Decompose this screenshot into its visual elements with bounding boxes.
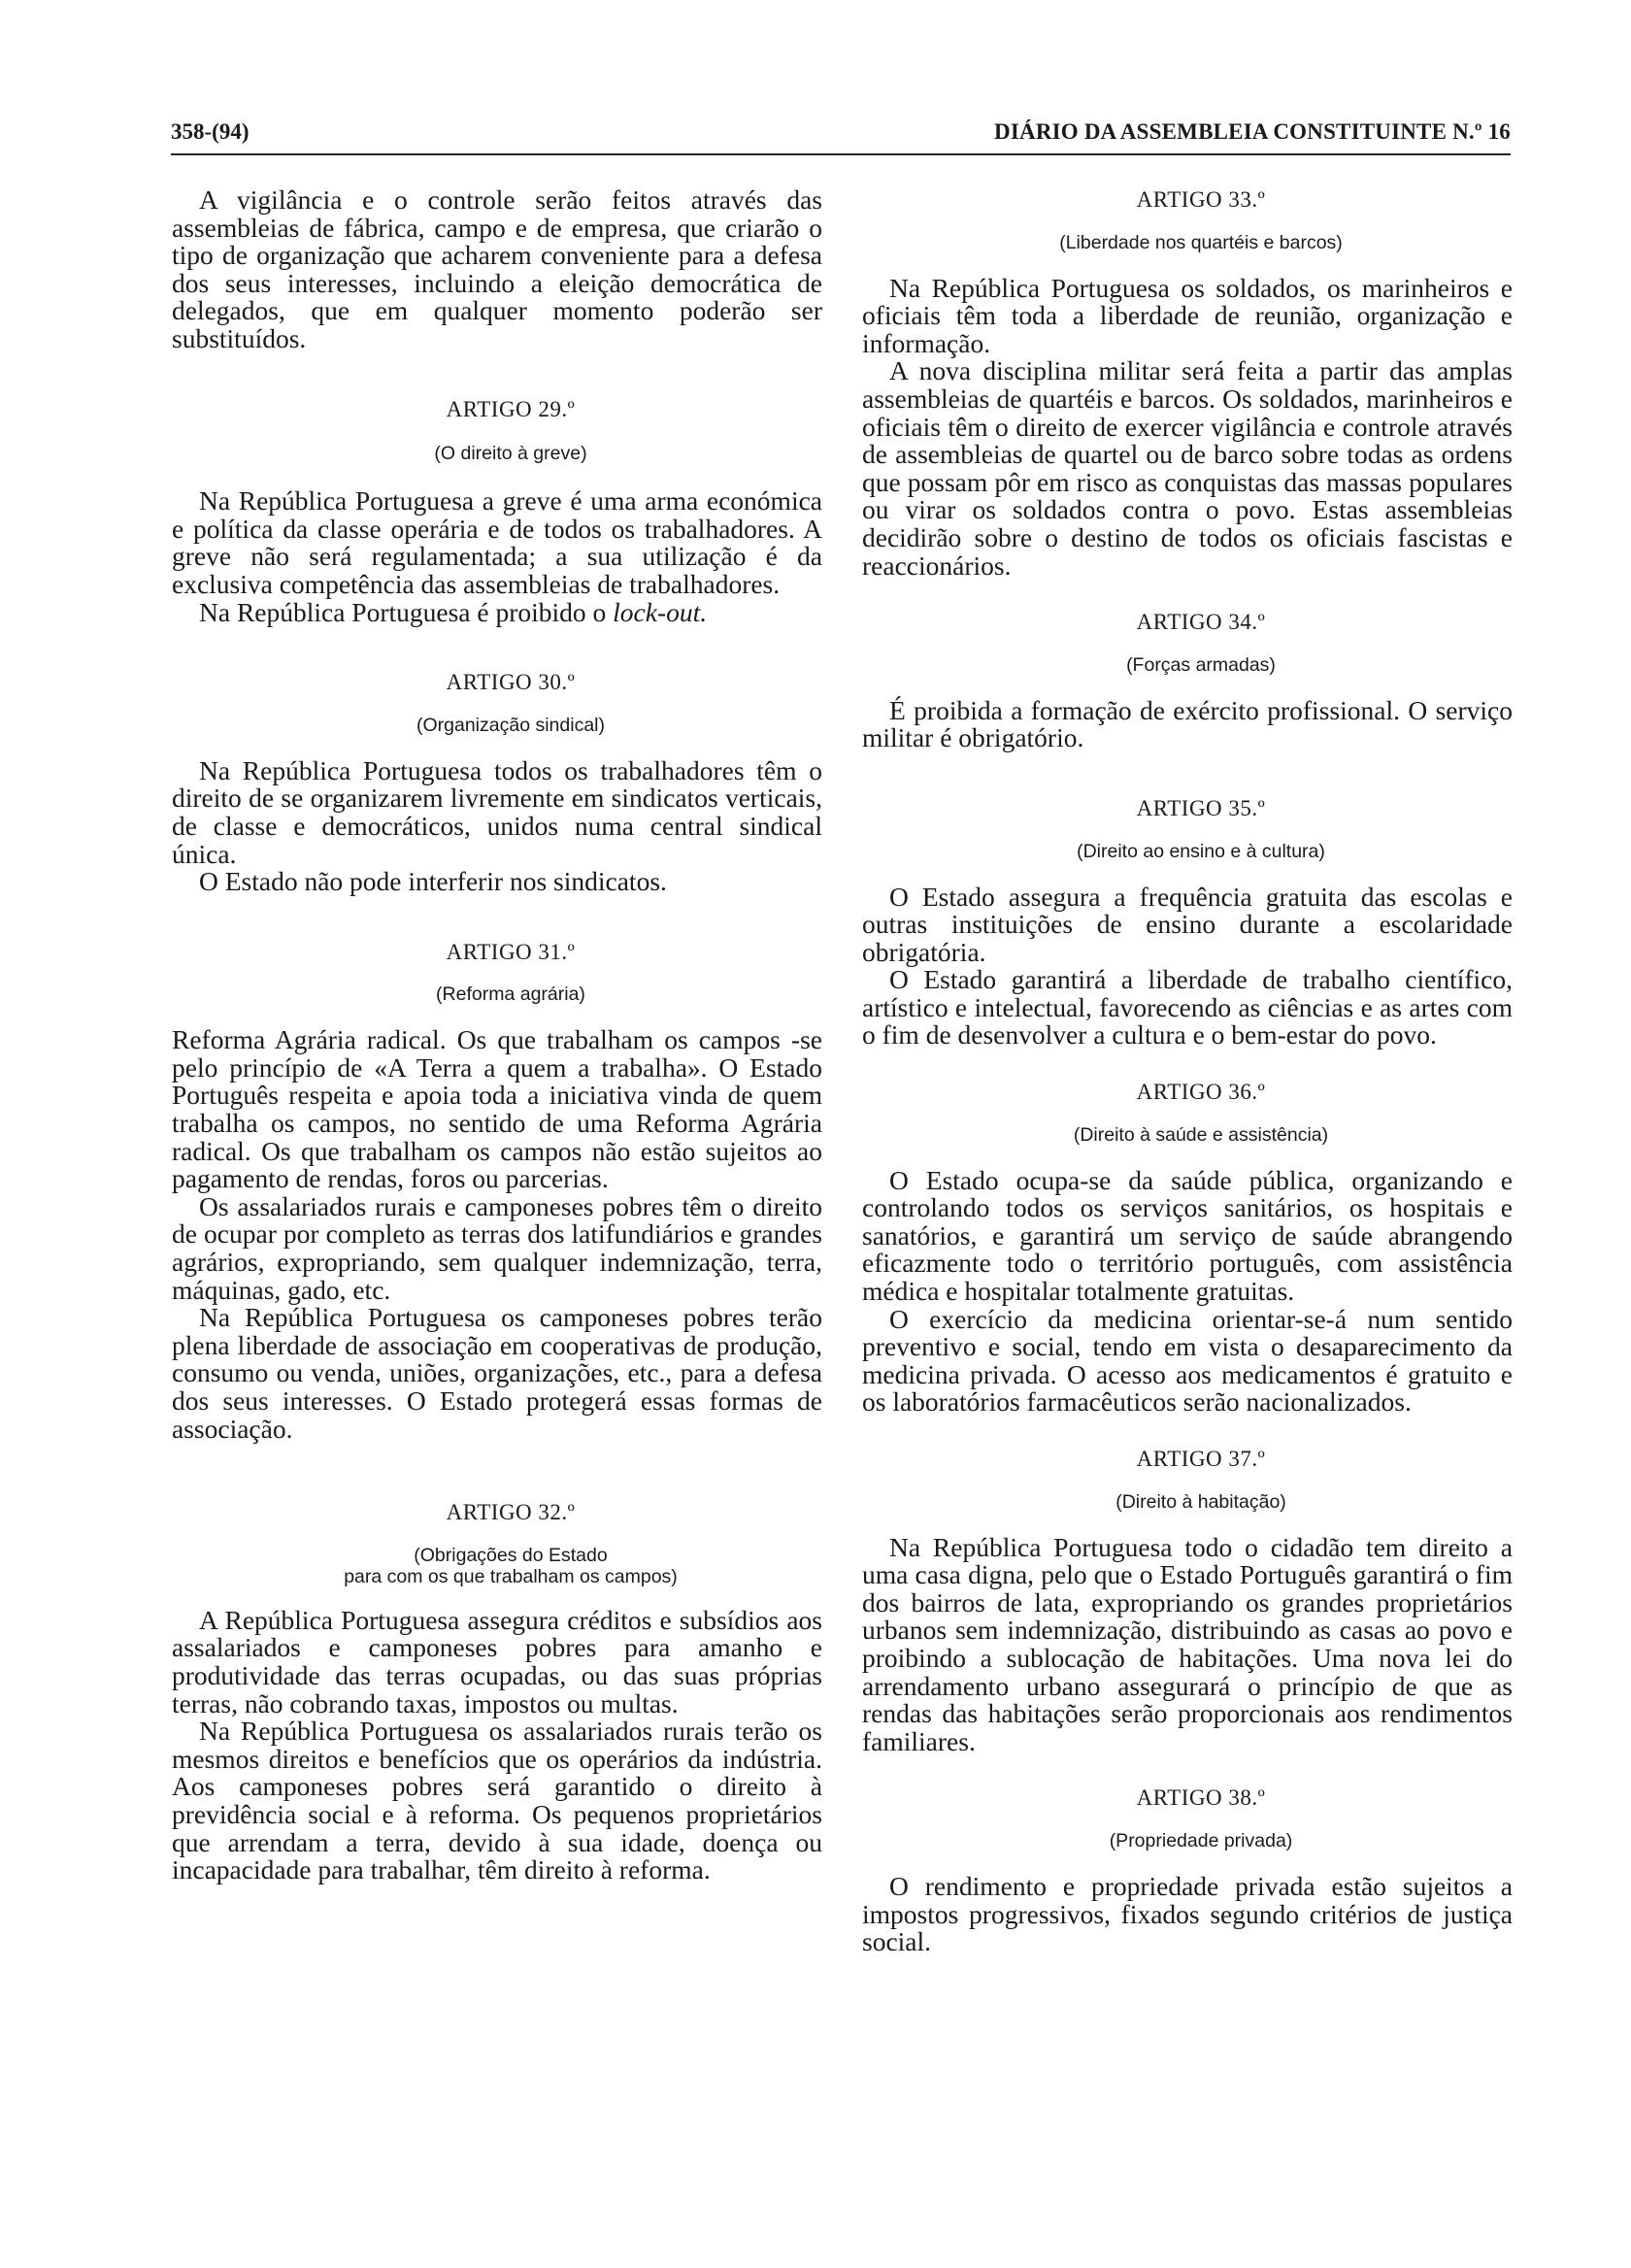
article-30-paragraph-1: Na República Portuguesa todos os trabalhadores têm o direito de se organizarem livremente em sindicatos verticais, de classe e democráticos, unidos numa central sindical única. [172, 754, 822, 869]
article-37-heading: ARTIGO 37.º [1136, 1447, 1266, 1471]
left-column [172, 186, 822, 1884]
article-36-paragraph-2: O exercício da medicina orientar-se-á num sentido preventivo e social, tendo em vista o desaparecimento da medicina privada. O acesso aos medicamentos é gratuito e os laboratórios farmacêuticos serão nacionalizados. [862, 1303, 1513, 1418]
article-37-subtitle: (Direito à habitação) [1115, 1490, 1286, 1513]
journal-title: DIÁRIO DA ASSEMBLEIA CONSTITUINTE N.º 16 [994, 119, 1511, 144]
article-33-paragraph-1: Na República Portuguesa os soldados, os marinheiros e oficiais têm toda a liberdade de reunião, organização e informação. [862, 272, 1513, 358]
article-32-subtitle-line-2: para com os que trabalham os campos) [344, 1565, 678, 1587]
article-36-heading: ARTIGO 36.º [1136, 1080, 1266, 1105]
article-34-paragraph-1: É proibida a formação de exército profissional. O serviço militar é obrigatório. [862, 694, 1513, 753]
intro-paragraph: A vigilância e o controle serão feitos através das assembleias de fábrica, campo e de empresa, que criarão o tipo de organização que acharem conveniente para a defesa dos seus interesses, incluindo a eleição democrática de delegados, que em qualquer momento poderão ser substituídos. [172, 184, 822, 353]
article-37-paragraph-1: Na República Portuguesa todo o cidadão tem direito a uma casa digna, pelo que o Estado Português garantirá o fim dos bairros de lata, expropriando os grandes proprietários urbanos sem indemnização, distribuindo as casas ao povo e proibindo a sublocação de habitações. Uma nova lei do arrendamento urbano assegurará o princípio de que as rendas das habitações serão proporcionais aos rendimentos familiares. [862, 1531, 1513, 1756]
article-33-subtitle: (Liberdade nos quartéis e barcos) [1059, 231, 1343, 253]
article-30-paragraph-2: O Estado não pode interferir nos sindicatos. [199, 866, 667, 897]
article-29-paragraph-1: Na República Portuguesa a greve é uma arma económica e política da classe operária e de todos os trabalhadores. A greve não será regulamentada; a sua utilização é da exclusiva competência das assembleias de trabalhadores. [172, 485, 822, 599]
article-32-paragraph-1: A República Portuguesa assegura créditos e subsídios aos assalariados e camponeses pobres para amanho e produtividade das terras ocupadas, ou das suas próprias terras, não cobrando taxas, impostos ou multas. [172, 1604, 822, 1718]
article-29-paragraph-2: Na República Portuguesa é proibido o lock-out. [199, 596, 708, 627]
article-38-paragraph-1: O rendimento e propriedade privada estão sujeitos a impostos progressivos, fixados segundo critérios de justiça social. [862, 1870, 1513, 1957]
article-31-paragraph-1: Reforma Agrária radical. Os que trabalham os campos -se pelo princípio de «A Terra a quem a trabalha». O Estado Português respeita e apoia toda a iniciativa vinda de quem trabalha os campos, no sentido de uma Reforma Agrária radical. Os que trabalham os campos não estão sujeitos ao pagamento de rendas, foros ou parcerias. [172, 1024, 822, 1194]
article-35-paragraph-1: O Estado assegura a frequência gratuita das escolas e outras instituições de ensino durante a escolaridade obrigatória. [862, 881, 1513, 967]
article-35-heading: ARTIGO 35.º [1136, 795, 1266, 820]
article-35-paragraph-2: O Estado garantirá a liberdade de trabalho científico, artístico e intelectual, favorecendo as ciências e as artes com o fim de desenvolver a cultura e o bem-estar do povo. [862, 964, 1513, 1051]
article-36-subtitle: (Direito à saúde e assistência) [1073, 1123, 1329, 1146]
article-29-heading: ARTIGO 29.º [446, 396, 576, 421]
article-32-subtitle-line-1: (Obrigações do Estado [414, 1544, 608, 1566]
article-31-subtitle: (Reforma agrária) [436, 984, 585, 1006]
article-33-paragraph-2: A nova disciplina militar será feita a partir das amplas assembleias de quartéis e barcos. Os soldados, marinheiros e oficiais têm o direito de exercer vigilância e controle através de assembleias de quartel ou de barco sobre todas as ordens que possam pôr em risco as conquistas das massas populares ou virar os soldados contra o povo. Estas assembleias decidirão sobre o destino de todos os oficiais fascistas e reaccionários. [862, 355, 1513, 581]
article-30-heading: ARTIGO 30.º [446, 670, 576, 695]
article-38-heading: ARTIGO 38.º [1136, 1785, 1266, 1811]
article-34-subtitle: (Forças armadas) [1126, 653, 1276, 676]
article-32-heading: ARTIGO 32.º [446, 1500, 576, 1525]
header-rule [171, 153, 1511, 155]
right-column [862, 186, 1513, 1956]
article-31-paragraph-2: Os assalariados rurais e camponeses pobres têm o direito de ocupar por completo as terras dos latifundiários e grandes agrários, expropriando, sem qualquer indemnização, terra, máquinas, gado, etc. [172, 1190, 822, 1305]
page-header [171, 114, 1511, 152]
article-38-subtitle: (Propriedade privada) [1109, 1829, 1293, 1851]
article-31-paragraph-3: Na República Portuguesa os camponeses pobres terão plena liberdade de associação em cooperativas de produção, consumo ou venda, uniões, organizações, etc., para a defesa dos seus interesses. O Estado protegerá essas formas de associação. [172, 1302, 822, 1444]
article-34-heading: ARTIGO 34.º [1136, 610, 1266, 635]
article-32-paragraph-2: Na República Portuguesa os assalariados rurais terão os mesmos direitos e benefícios que os operários da indústria. Aos camponeses pobres será garantido o direito à previdência social e à reforma. Os pequenos proprietários que arrendam a terra, devido à sua idade, doença ou incapacidade para trabalhar, têm direito à reforma. [172, 1716, 822, 1885]
page-number: 358-(94) [171, 119, 250, 144]
article-35-subtitle: (Direito ao ensino e à cultura) [1077, 840, 1325, 862]
article-29-subtitle: (O direito à greve) [434, 443, 587, 465]
article-33-heading: ARTIGO 33.º [1136, 187, 1266, 212]
article-31-heading: ARTIGO 31.º [446, 939, 576, 964]
article-36-paragraph-1: O Estado ocupa-se da saúde pública, organizando e controlando todos os serviços sanitários, os hospitais e sanatórios, e garantirá um serviço de saúde abrangendo eficazmente todo o território português, com assistência médica e hospitalar totalmente gratuitas. [862, 1164, 1513, 1307]
article-30-subtitle: (Organização sindical) [416, 714, 605, 736]
